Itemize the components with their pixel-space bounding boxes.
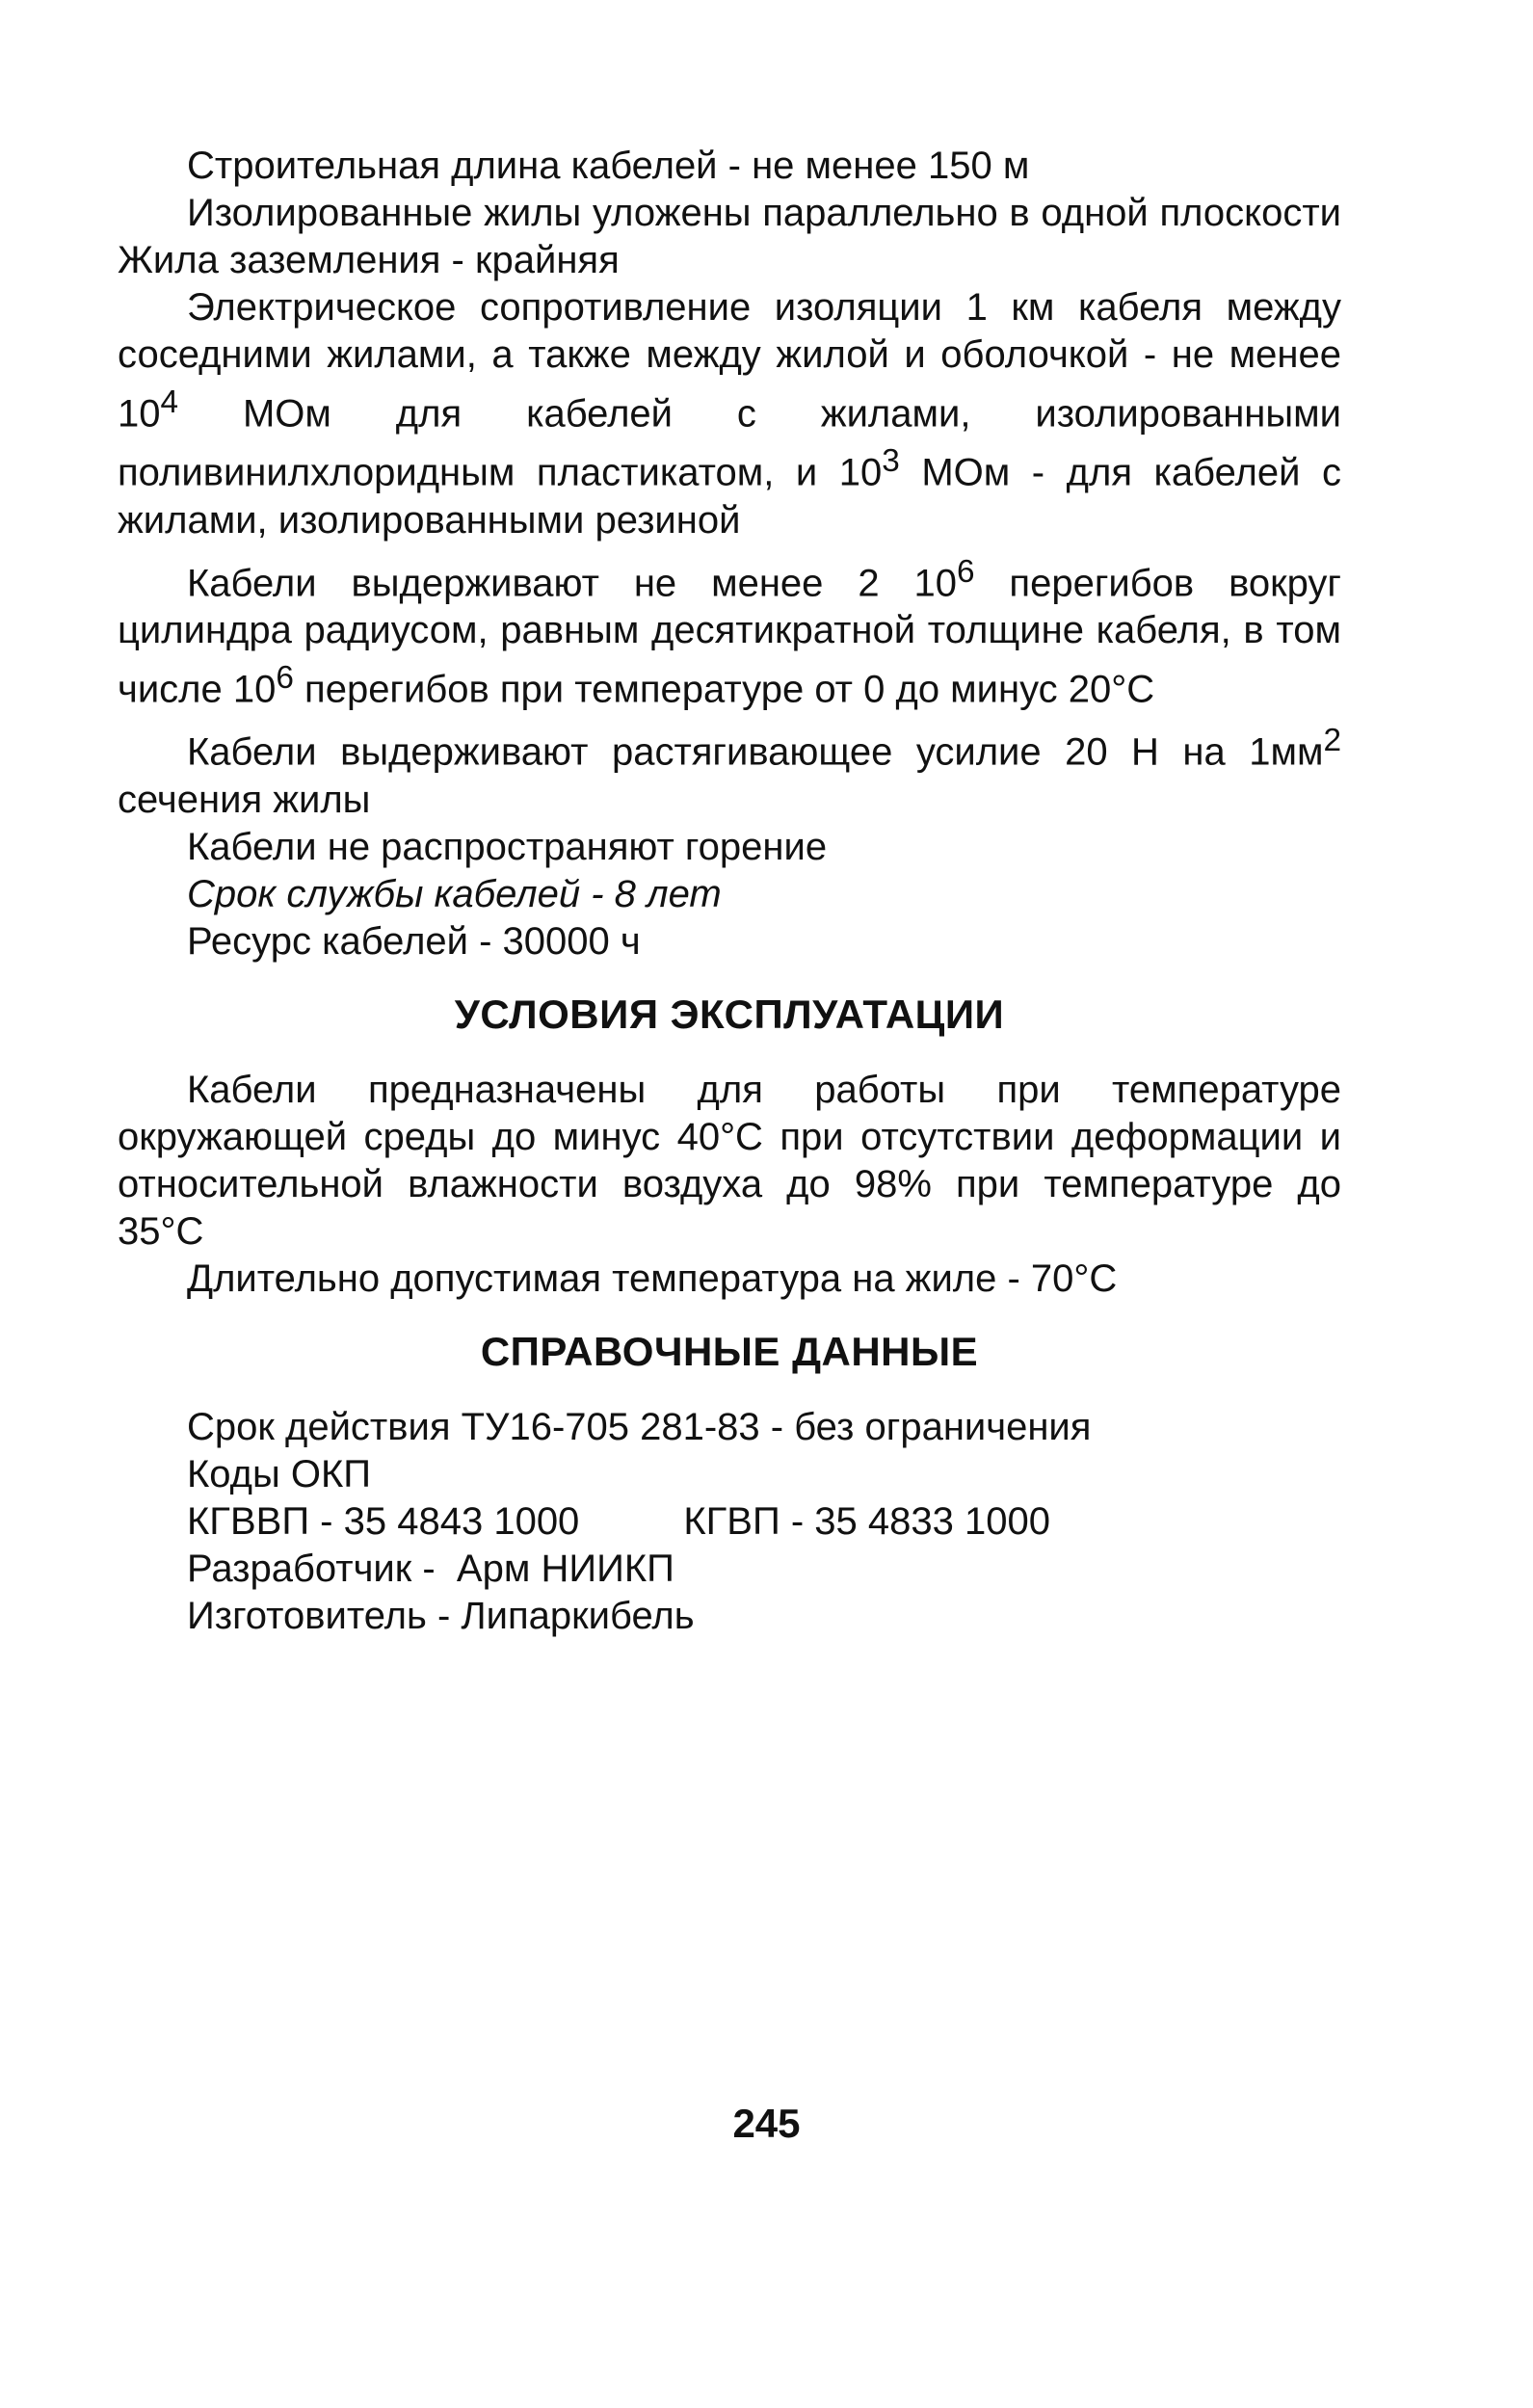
operating-conditions-text: Кабели предназначены для работы при температуре окружающей среды до минус 40°С при отсутствии деформации и относительной влажности воздуха до 98% при температуре до 35°С	[118, 1068, 1341, 1253]
insulation-resistance-text-b: МОм для кабелей с жилами, изолированными поливинилхлоридным пластикатом, и 10	[118, 392, 1341, 494]
validity-line: Срок действия ТУ16-705 281-83 - без ограничения	[187, 1405, 1092, 1448]
tensile-text-b: сечения жилы	[118, 778, 371, 821]
operating-conditions-paragraph	[118, 1067, 1341, 1256]
tensile-text-a: Кабели выдерживают растягивающее усилие 20 Н на 1мм	[187, 730, 1324, 774]
insulation-resistance-text-a: Электрическое сопротивление изоляции 1 км кабеля между соседними жилами, а также между жилой и оболочкой - не менее 10	[118, 286, 1341, 436]
resource-line	[118, 918, 1341, 966]
bending-text-a: Кабели выдерживают не менее 2 10	[187, 561, 957, 604]
bending-text-b: перегибов вокруг цилиндра радиусом, равным десятикратной толщине кабеля, в том числе 10	[118, 561, 1341, 711]
fire-text: Кабели не распространяют горение	[187, 825, 828, 868]
superscript-6b: 6	[276, 659, 294, 696]
okp-codes-label: Коды ОКП	[187, 1452, 372, 1495]
construction-length-line	[118, 143, 1341, 190]
conductor-arrangement-text: Изолированные жилы уложены параллельно в одной плоскости Жила заземления - крайняя	[118, 192, 1341, 281]
max-temperature-text: Длительно допустимая температура на жиле - 70°С	[187, 1257, 1118, 1300]
conductor-arrangement-paragraph	[118, 190, 1341, 284]
superscript-6a: 6	[956, 553, 975, 590]
service-life-text: Срок службы кабелей - 8 лет	[187, 872, 722, 915]
insulation-resistance-paragraph	[118, 284, 1341, 544]
manufacturer-line: Изготовитель - Липаркибель	[187, 1594, 695, 1637]
okp-codes-row	[187, 1498, 1341, 1546]
operating-conditions-heading: УСЛОВИЯ ЭКСПЛУАТАЦИИ	[454, 991, 1005, 1037]
page-body	[118, 143, 1341, 1640]
okp-code-kgvvp: КГВВП - 35 4843 1000	[187, 1499, 580, 1543]
superscript-2: 2	[1323, 723, 1341, 759]
bending-paragraph	[118, 548, 1341, 714]
bending-text-c: перегибов при температуре от 0 до минус 20°С	[293, 668, 1155, 711]
superscript-3: 3	[882, 443, 900, 480]
max-temperature-line	[118, 1256, 1341, 1303]
developer-line: Разработчик - Арм НИИКП	[187, 1547, 674, 1590]
okp-code-kgvp: КГВП - 35 4833 1000	[683, 1499, 1050, 1543]
service-life-line	[118, 871, 1341, 918]
reference-data-block	[118, 1404, 1341, 1640]
resource-text: Ресурс кабелей - 30000 ч	[187, 919, 641, 963]
tensile-paragraph	[118, 717, 1341, 823]
page-number: 245	[732, 2101, 801, 2146]
fire-line	[118, 824, 1341, 871]
insulation-resistance-text-c: МОм - для кабелей с жилами, изолированными резиной	[118, 451, 1342, 542]
reference-data-heading: СПРАВОЧНЫЕ ДАННЫЕ	[480, 1328, 979, 1374]
construction-length-text: Строительная длина кабелей - не менее 150 м	[187, 145, 1030, 187]
superscript-4: 4	[160, 384, 179, 420]
